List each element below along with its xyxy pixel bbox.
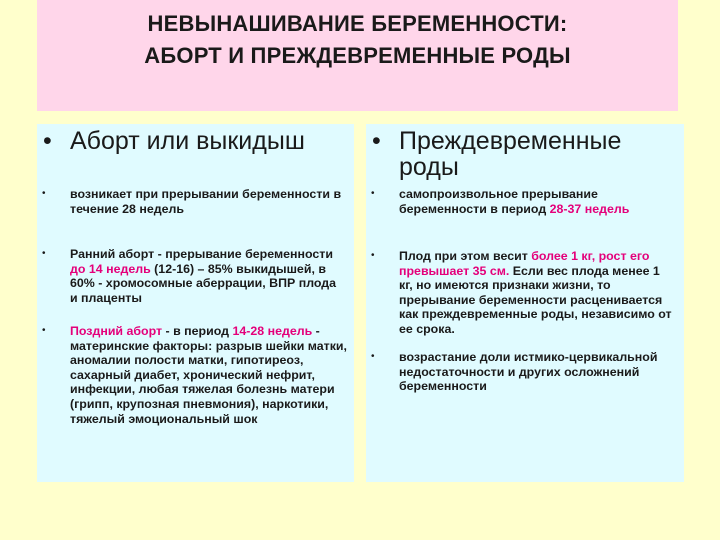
abortion-panel xyxy=(37,124,354,482)
bullet-icon: • xyxy=(43,127,52,155)
item-text: возрастание доли истмико-цервикальной недостаточности и других осложнений беременности xyxy=(399,350,658,394)
preterm-heading-text: Преждевременные роды xyxy=(399,127,622,181)
item-text: Ранний аборт xyxy=(70,247,155,261)
bullet-icon: • xyxy=(371,250,375,261)
bullet-icon: • xyxy=(42,325,46,336)
list-item xyxy=(366,350,676,394)
list-item xyxy=(37,324,347,426)
bullet-icon: • xyxy=(371,188,375,199)
item-text: - материнские факторы: разрыв шейки матки, аномалии полости матки, гипотиреоз, сахарный диабет, хронический нефрит, инфекции, любая тяжелая болезнь матери (грипп, крупозная пневмония), наркотики, тяжелый эмоциональный шок xyxy=(70,324,347,426)
item-text: - в период xyxy=(162,324,233,338)
highlight-text: Поздний аборт xyxy=(70,324,163,338)
item-text: возникает при прерывании беременности в течение 28 недель xyxy=(70,187,342,216)
highlight-text: 14-28 недель xyxy=(232,324,313,338)
title-line-1: НЕВЫНАШИВАНИЕ БЕРЕМЕННОСТИ: xyxy=(147,11,568,36)
preterm-birth-panel xyxy=(366,124,684,482)
highlight-text: более 1 кг, рост его превышает 35 см. xyxy=(399,249,650,278)
title-line-2: АБОРТ И ПРЕЖДЕВРЕМЕННЫЕ РОДЫ xyxy=(144,43,571,68)
list-item xyxy=(37,187,347,216)
title-banner xyxy=(37,0,678,111)
item-text: (12-16) – 85% выкидышей, в 60% - хромосомные аберрации, ВПР плода и плаценты xyxy=(70,261,337,305)
highlight-text: до 14 недель xyxy=(70,261,151,276)
bullet-icon: • xyxy=(42,248,46,259)
preterm-heading xyxy=(372,128,682,180)
abortion-heading xyxy=(43,128,353,154)
item-text: - прерывание беременности xyxy=(154,247,333,261)
highlight-text: 28-37 недель xyxy=(549,201,630,216)
item-text: самопроизвольное прерывание беременности в период xyxy=(399,187,598,216)
item-text: Плод при этом весит xyxy=(399,249,532,263)
item-text: Если вес плода менее 1 кг, но имеются признаки жизни, то прерывание беременности расценивается как преждевременные роды, независимо от ее срока. xyxy=(399,263,672,336)
list-item xyxy=(37,247,347,305)
slide-title xyxy=(37,8,678,72)
list-item xyxy=(366,249,676,337)
abortion-heading-text: Аборт или выкидыш xyxy=(70,127,305,155)
bullet-icon: • xyxy=(372,127,381,155)
bullet-icon: • xyxy=(371,351,375,362)
list-item xyxy=(366,187,676,216)
bullet-icon: • xyxy=(42,188,46,199)
